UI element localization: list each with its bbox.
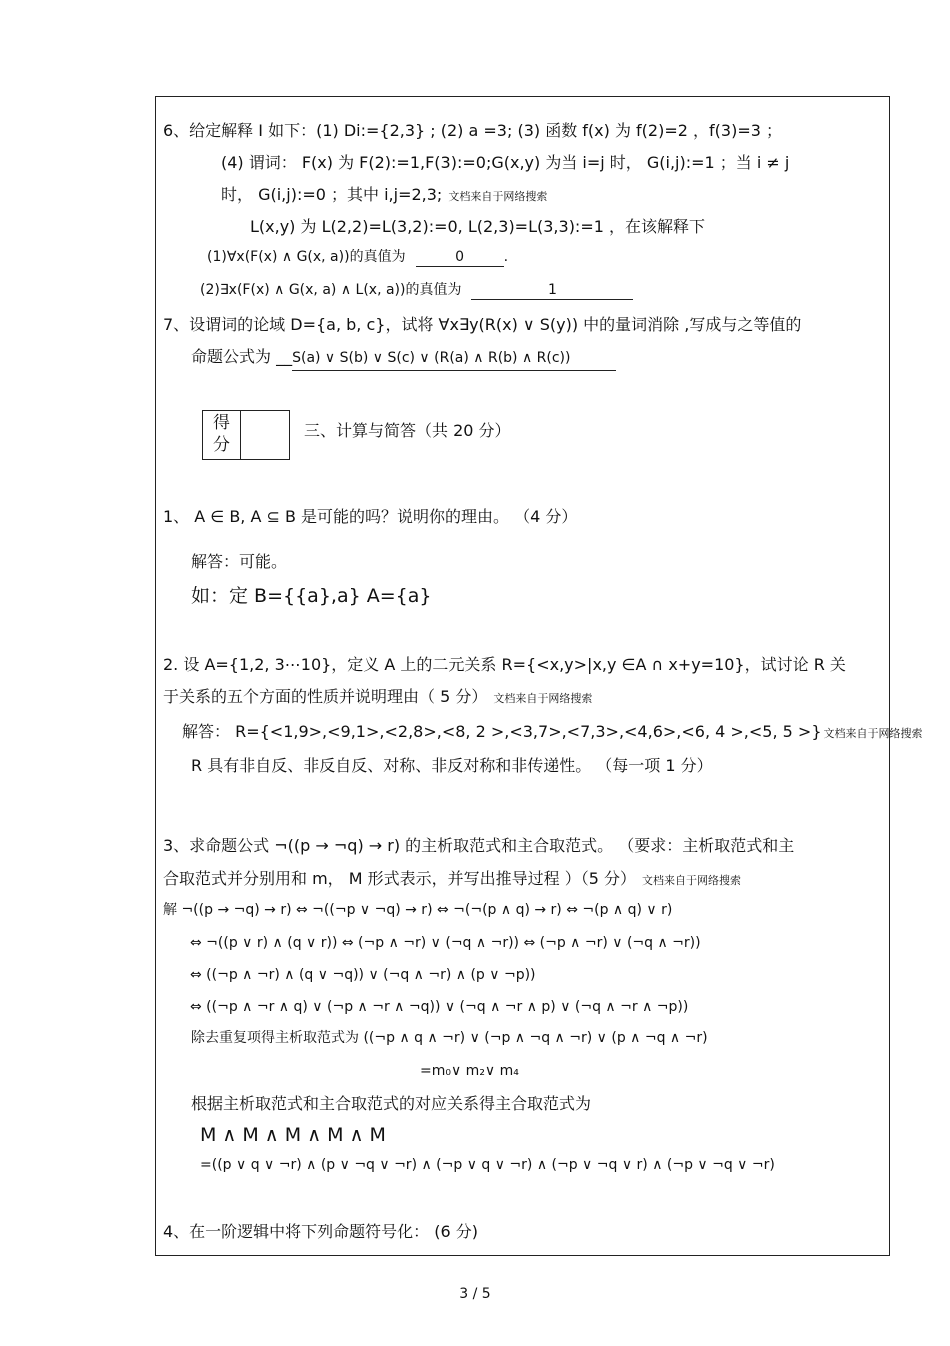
p2-properties: R 具有非自反、非反自反、对称、非反对称和非传递性。 （每一项 1 分）: [191, 756, 713, 775]
p3-cnf-M: M ∧ M ∧ M ∧ M ∧ M: [200, 1124, 386, 1146]
p3-step3: ⇔ ((¬p ∧ ¬r) ∧ (q ∨ ¬q)) ∨ (¬q ∧ ¬r) ∧ (p ∨ ¬p)): [190, 967, 536, 983]
q6-line1: 6、给定解释 I 如下：(1) Di:={2,3} ; (2) a =3; (3) 函数 f(x) 为 f(2)=2 ，f(3)=3 ；: [163, 121, 782, 140]
p3-step4: ⇔ ((¬p ∧ ¬r ∧ q) ∨ (¬p ∧ ¬r ∧ ¬q)) ∨ (¬q ∧ ¬r ∧ p) ∨ (¬q ∧ ¬r ∧ ¬p)): [190, 999, 689, 1015]
q6-sub2-text: (2)∃x(F(x) ∧ G(x, a) ∧ L(x, a))的真值为: [200, 282, 462, 298]
q6-sub1-text: (1)∀x(F(x) ∧ G(x, a))的真值为: [207, 249, 406, 265]
score-label-1: 得: [213, 413, 230, 433]
q7-line1: 7、设谓词的论域 D={a, b, c}，试将 ∀x∃y(R(x) ∨ S(y)) 中的量词消除 ,写成与之等值的: [163, 315, 802, 334]
p1-question: 1、 A ∈ B, A ⊆ B 是可能的吗？说明你的理由。 （4 分）: [163, 507, 578, 526]
q6-sub1-end: .: [503, 249, 509, 265]
p1-example: 如：定 B={{a},a} A={a}: [191, 585, 432, 607]
q6-line2: (4) 谓词： F(x) 为 F(2):=1,F(3):=0;G(x,y) 为当 i=j 时， G(i,j):=1 ；当 i ≠ j: [221, 153, 790, 172]
q6-sub1: [207, 249, 508, 267]
score-label: [203, 411, 241, 459]
q6-line4: L(x,y) 为 L(2,2)=L(3,2):=0, L(2,3)=L(3,3):=1 ，在该解释下: [250, 217, 705, 236]
p3-dnf: 除去重复项得主析取范式为 ((¬p ∧ q ∧ ¬r) ∨ (¬p ∧ ¬q ∧ ¬r) ∨ (p ∧ ¬q ∧ ¬r): [191, 1030, 708, 1046]
section-title: 三、计算与简答（共 20 分）: [304, 421, 511, 440]
p3-cnf-label: 根据主析取范式和主合取范式的对应关系得主合取范式为: [191, 1094, 592, 1113]
source-note: 文档来自于网络搜索: [448, 190, 548, 203]
q7-answer: S(a) ∨ S(b) ∨ S(c) ∨ (R(a) ∧ R(b) ∧ R(c)): [292, 350, 616, 371]
p2-line2: [163, 687, 592, 706]
q6-line3: [221, 185, 547, 204]
p3-line2: [163, 869, 741, 888]
p4-line1: 4、在一阶逻辑中将下列命题符号化： (6 分): [163, 1222, 479, 1241]
page-number: 3 / 5: [459, 1286, 491, 1302]
p3-dnf-m: =m₀∨ m₂∨ m₄: [420, 1063, 519, 1079]
q6-sub2: [200, 282, 633, 300]
q6-line3-text: 时， G(i,j):=0 ；其中 i,j=2,3;: [221, 185, 443, 204]
p1-answer: 解答：可能。: [191, 552, 288, 571]
p3-line2-text: 合取范式并分别用和 m， M 形式表示，并写出推导过程 ）（5 分）: [163, 869, 637, 888]
q7-line2: [191, 347, 616, 371]
p2-answer-text: 解答： R={<1,9>,<9,1>,<2,8>,<8, 2 >,<3,7>,<7,3>,<4,6>,<6, 4 >,<5, 5 >}: [182, 722, 822, 741]
p3-cnf-expr: =((p ∨ q ∨ ¬r) ∧ (p ∨ ¬q ∨ ¬r) ∧ (¬p ∨ q ∨ ¬r) ∧ (¬p ∨ ¬q ∨ r) ∧ (¬p ∨ ¬q ∨ ¬r): [200, 1157, 775, 1173]
score-label-2: 分: [213, 435, 230, 455]
p3-step1: 解 ¬((p → ¬q) → r) ⇔ ¬((¬p ∨ ¬q) → r) ⇔ ¬(¬(p ∧ q) → r) ⇔ ¬(p ∧ q) ∨ r): [163, 902, 673, 918]
p2-line1: 2. 设 A={1,2, 3⋯10}，定义 A 上的二元关系 R={<x,y>|x,y ∈A ∩ x+y=10}，试讨论 R 关: [163, 655, 846, 674]
page-frame: [155, 96, 890, 1256]
q7-line2-prefix: 命题公式为 __: [191, 347, 293, 366]
p3-line1: 3、求命题公式 ¬((p → ¬q) → r) 的主析取范式和主合取范式。 （要求：主析取范式和主: [163, 836, 795, 855]
source-note: 文档来自于网络搜索: [493, 692, 593, 705]
score-box: [202, 410, 290, 460]
p2-answer: [182, 722, 923, 741]
source-note: 文档来自于网络搜索: [642, 874, 742, 887]
q6-sub1-answer: 0: [416, 249, 504, 267]
source-note: 文档来自于网络搜索: [823, 727, 923, 740]
p3-step2: ⇔ ¬((p ∨ r) ∧ (q ∨ r)) ⇔ (¬p ∧ ¬r) ∨ (¬q ∧ ¬r)) ⇔ (¬p ∧ ¬r) ∨ (¬q ∧ ¬r)): [190, 935, 701, 951]
p2-line2-text: 于关系的五个方面的性质并说明理由（ 5 分）: [163, 687, 488, 706]
q6-sub2-answer: 1: [471, 282, 633, 300]
